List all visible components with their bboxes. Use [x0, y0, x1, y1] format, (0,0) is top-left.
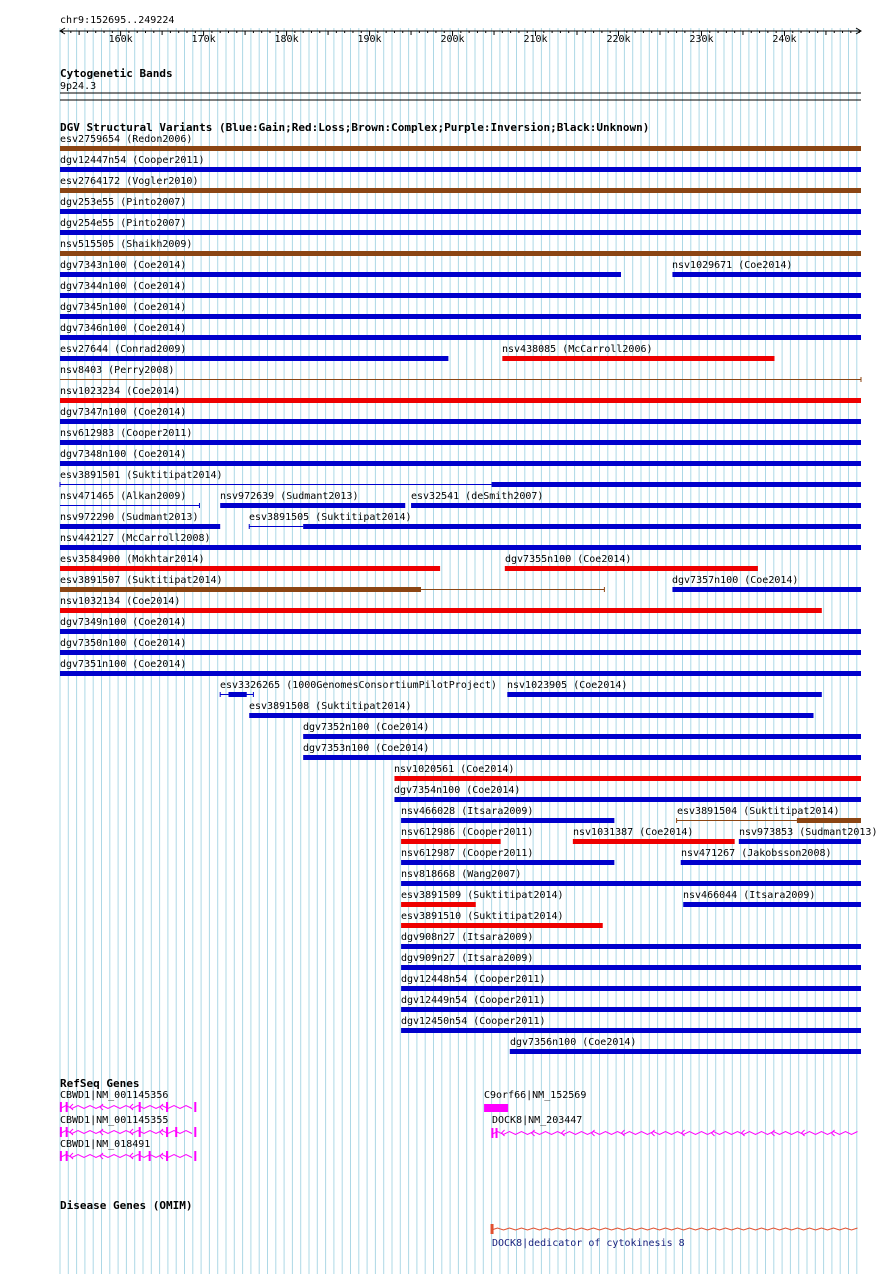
sv-bar: [797, 818, 861, 823]
sv-bar: [672, 587, 861, 592]
sv-bar: [672, 272, 861, 277]
gene-exon-block: [484, 1104, 508, 1112]
sv-label: esv3891508 (Suktitipat2014): [249, 701, 412, 712]
gene-strand-arrow: [160, 1104, 163, 1110]
gene-strand-arrow: [592, 1130, 595, 1136]
sv-label: esv3891509 (Suktitipat2014): [401, 890, 564, 901]
sv-bar: [401, 902, 476, 907]
sv-label: dgv7352n100 (Coe2014): [303, 722, 430, 733]
sv-bar-block: [228, 692, 246, 697]
sv-label: nsv438085 (McCarroll2006): [502, 344, 653, 355]
sv-label: nsv1023905 (Coe2014): [507, 680, 628, 691]
ruler-tick-label: 170k: [191, 34, 216, 45]
sv-bar: [510, 1049, 861, 1054]
sv-bar: [60, 461, 861, 466]
gene-label: CBWD1|NM_001145356: [60, 1090, 169, 1101]
refseq-title: RefSeq Genes: [60, 1077, 140, 1090]
gene-strand-arrow: [712, 1130, 715, 1136]
gene-exon: [194, 1151, 196, 1161]
ruler-tick-label: 200k: [440, 34, 465, 45]
sv-bar: [505, 566, 758, 571]
sv-label: dgv12449n54 (Cooper2011): [401, 995, 546, 1006]
sv-label: esv32541 (deSmith2007): [411, 491, 544, 502]
sv-label: dgv254e55 (Pinto2007): [60, 218, 187, 229]
cyto-title: Cytogenetic Bands: [60, 67, 173, 80]
sv-bar: [220, 503, 405, 508]
sv-label: esv2759654 (Redon2006): [60, 134, 193, 145]
sv-label: nsv442127 (McCarroll2008): [60, 533, 211, 544]
sv-bar: [492, 482, 861, 487]
sv-bar: [60, 629, 861, 634]
sv-bar: [303, 755, 861, 760]
sv-label: nsv1032134 (Coe2014): [60, 596, 181, 607]
gene-exon: [491, 1128, 493, 1138]
gene-exon: [194, 1127, 196, 1137]
sv-bar: [401, 923, 603, 928]
sv-bar: [401, 818, 614, 823]
gene-strand-arrow: [130, 1153, 133, 1159]
sv-bar: [60, 566, 440, 571]
sv-label: esv3891501 (Suktitipat2014): [60, 470, 223, 481]
dgv-title: DGV Structural Variants (Blue:Gain;Red:Loss;Brown:Complex;Purple:Inversion;Black:Unknown): [60, 121, 650, 134]
cyto-band-label: 9p24.3: [60, 81, 97, 92]
sv-label: nsv8403 (Perry2008): [60, 365, 175, 376]
sv-label: nsv466028 (Itsara2009): [401, 806, 534, 817]
gene-strand-arrow: [70, 1153, 73, 1159]
sv-label: dgv909n27 (Itsara2009): [401, 953, 534, 964]
gene-exon: [60, 1102, 62, 1112]
sv-label: nsv1029671 (Coe2014): [672, 260, 793, 271]
sv-bar: [60, 293, 861, 298]
sv-bar: [411, 503, 861, 508]
sv-bar: [401, 881, 861, 886]
gene-exon: [166, 1151, 168, 1161]
sv-bar: [60, 230, 861, 235]
sv-label: dgv908n27 (Itsara2009): [401, 932, 534, 943]
gene-strand-arrow: [652, 1130, 655, 1136]
sv-label: esv2764172 (Vogler2010): [60, 176, 199, 187]
sv-bar: [507, 692, 821, 697]
sv-bar: [60, 524, 220, 529]
sv-label: nsv471267 (Jakobsson2008): [681, 848, 832, 859]
omim-title: Disease Genes (OMIM): [60, 1199, 193, 1212]
gene-exon: [139, 1151, 141, 1161]
sv-label: nsv612986 (Cooper2011): [401, 827, 534, 838]
gene-strand-arrow: [130, 1104, 133, 1110]
sv-bar: [401, 839, 501, 844]
sv-label: dgv7349n100 (Coe2014): [60, 617, 187, 628]
sv-label: dgv12450n54 (Cooper2011): [401, 1016, 546, 1027]
sv-bar: [303, 734, 861, 739]
sv-label: dgv7343n100 (Coe2014): [60, 260, 187, 271]
sv-bar: [60, 335, 861, 340]
sv-label: dgv7347n100 (Coe2014): [60, 407, 187, 418]
gene-exon: [66, 1151, 68, 1161]
gene-exon: [139, 1127, 141, 1137]
sv-label: nsv515505 (Shaikh2009): [60, 239, 193, 250]
sv-bar: [60, 608, 822, 613]
sv-bar: [401, 965, 861, 970]
ruler-tick-label: 160k: [108, 34, 133, 45]
sv-label: dgv7357n100 (Coe2014): [672, 575, 799, 586]
gene-strand-arrow: [742, 1130, 745, 1136]
sv-label: dgv7346n100 (Coe2014): [60, 323, 187, 334]
gene-strand-arrow: [70, 1129, 73, 1135]
sv-bar: [573, 839, 735, 844]
gene-strand-arrow: [682, 1130, 685, 1136]
ruler-tick-label: 220k: [606, 34, 631, 45]
sv-bar: [60, 356, 448, 361]
sv-label: esv3326265 (1000GenomesConsortiumPilotProject): [220, 680, 497, 691]
sv-bar: [60, 167, 861, 172]
sv-label: dgv7350n100 (Coe2014): [60, 638, 187, 649]
sv-label: dgv7355n100 (Coe2014): [505, 554, 632, 565]
sv-bar: [60, 419, 861, 424]
sv-label: esv3891504 (Suktitipat2014): [677, 806, 840, 817]
sv-bar: [303, 524, 861, 529]
sv-bar: [60, 671, 861, 676]
sv-bar: [401, 1007, 861, 1012]
sv-label: esv3891507 (Suktitipat2014): [60, 575, 223, 586]
gene-strand-arrow: [130, 1129, 133, 1135]
sv-bar: [60, 146, 861, 151]
gene-strand-arrow: [802, 1130, 805, 1136]
sv-label: dgv7345n100 (Coe2014): [60, 302, 187, 313]
gene-exon: [66, 1102, 68, 1112]
disease-gene-label: DOCK8|dedicator of cytokinesis 8: [492, 1238, 685, 1249]
sv-label: dgv12448n54 (Cooper2011): [401, 974, 546, 985]
sv-label: esv27644 (Conrad2009): [60, 344, 187, 355]
sv-label: dgv7351n100 (Coe2014): [60, 659, 187, 670]
gene-exon: [194, 1102, 196, 1112]
sv-bar: [60, 314, 861, 319]
region-label: chr9:152695..249224: [60, 15, 175, 26]
gene-exon: [139, 1102, 141, 1112]
gene-exon: [496, 1128, 498, 1138]
gene-exon: [60, 1127, 62, 1137]
ruler-tick-label: 230k: [689, 34, 714, 45]
gene-label: DOCK8|NM_203447: [492, 1115, 583, 1126]
sv-label: nsv1020561 (Coe2014): [394, 764, 515, 775]
sv-bar: [502, 356, 774, 361]
ruler-tick-label: 190k: [357, 34, 382, 45]
sv-label: dgv7353n100 (Coe2014): [303, 743, 430, 754]
sv-label: nsv612987 (Cooper2011): [401, 848, 534, 859]
sv-bar: [683, 902, 861, 907]
sv-bar: [60, 209, 861, 214]
sv-bar: [401, 1028, 861, 1033]
sv-bar: [394, 776, 861, 781]
sv-bar: [60, 587, 421, 592]
sv-label: esv3584900 (Mokhtar2014): [60, 554, 205, 565]
sv-label: nsv973853 (Sudmant2013): [739, 827, 878, 838]
sv-label: dgv7356n100 (Coe2014): [510, 1037, 637, 1048]
sv-label: esv3891510 (Suktitipat2014): [401, 911, 564, 922]
gene-exon: [60, 1151, 62, 1161]
sv-label: nsv972639 (Sudmant2013): [220, 491, 359, 502]
gene-label: CBWD1|NM_018491: [60, 1139, 151, 1150]
ruler-tick-label: 210k: [523, 34, 548, 45]
sv-bar: [739, 839, 861, 844]
gene-label: CBWD1|NM_001145355: [60, 1115, 169, 1126]
gene-strand-arrow: [70, 1104, 73, 1110]
sv-bar: [401, 944, 861, 949]
sv-bar: [60, 188, 861, 193]
sv-label: nsv471465 (Alkan2009): [60, 491, 187, 502]
gene-strand-arrow: [502, 1130, 505, 1136]
sv-label: esv3891505 (Suktitipat2014): [249, 512, 412, 523]
sv-label: dgv253e55 (Pinto2007): [60, 197, 187, 208]
sv-bar: [60, 545, 861, 550]
sv-label: dgv7348n100 (Coe2014): [60, 449, 187, 460]
sv-label: nsv972290 (Sudmant2013): [60, 512, 199, 523]
sv-bar: [681, 860, 861, 865]
ruler-tick-label: 180k: [274, 34, 299, 45]
gene-strand-arrow: [160, 1129, 163, 1135]
sv-bar: [60, 251, 861, 256]
sv-bar: [60, 650, 861, 655]
sv-label: dgv7354n100 (Coe2014): [394, 785, 521, 796]
gene-exon: [149, 1151, 151, 1161]
gene-label: C9orf66|NM_152569: [484, 1090, 587, 1101]
sv-bar: [401, 860, 614, 865]
sv-label: nsv612983 (Cooper2011): [60, 428, 193, 439]
sv-label: nsv818668 (Wang2007): [401, 869, 522, 880]
sv-bar: [394, 797, 861, 802]
sv-label: dgv12447n54 (Cooper2011): [60, 155, 205, 166]
sv-bar: [60, 440, 861, 445]
sv-bar: [60, 272, 621, 277]
sv-label: dgv7344n100 (Coe2014): [60, 281, 187, 292]
sv-bar: [401, 986, 861, 991]
sv-bar: [249, 713, 813, 718]
gene-strand-arrow: [562, 1130, 565, 1136]
gene-exon: [175, 1127, 177, 1137]
sv-label: nsv1031387 (Coe2014): [573, 827, 694, 838]
gene-exon: [166, 1102, 168, 1112]
sv-label: nsv1023234 (Coe2014): [60, 386, 181, 397]
sv-bar: [60, 398, 861, 403]
gene-strand-arrow: [160, 1153, 163, 1159]
ruler-tick-label: 240k: [772, 34, 797, 45]
gene-exon: [166, 1127, 168, 1137]
gene-exon: [66, 1127, 68, 1137]
sv-label: nsv466044 (Itsara2009): [683, 890, 816, 901]
